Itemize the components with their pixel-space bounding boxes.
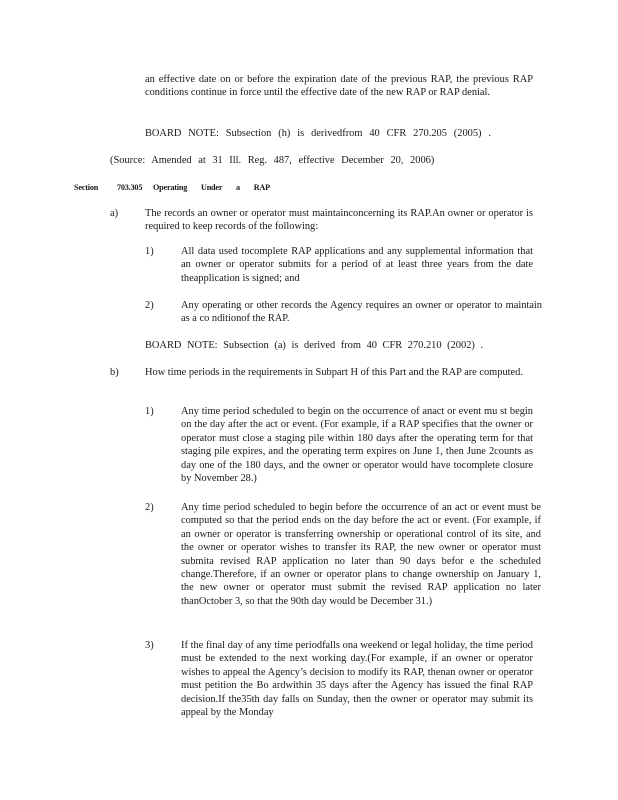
- subsection-b-item-3-label: 3): [145, 640, 154, 651]
- subsection-b-item-1-text: Any time period scheduled to begin on the occurrence of anact or event mu st begin on the day after the act or event. (For example, if a RAP specifies that the owner or operator must close a staging pile within 180 days after the operating term for that staging pile expires, and the operating term expires on June 1, then June 2counts as day one of the 180 days, and the owner or operator would have tocomplete closure by November 28.): [181, 406, 533, 485]
- subsection-a-label: a): [110, 208, 119, 219]
- section-heading: [74, 181, 334, 194]
- section-label: Section: [74, 183, 99, 192]
- subsection-b-item-3-text: If the final day of any time periodfalls ona weekend or legal holiday, the time period must be extended to the next working day.(For example, if an owner or operator wishes to appeal the Agency’s decision to modify its RAP, thenan owner or operator must petition the Bo ardwithin 35 days after the Agency has issued the final RAP decision.If the35th day falls on Sunday, then the owner or operator may submit its appeal by the Monday: [181, 640, 533, 719]
- subsection-b-item-1-label: 1): [145, 406, 154, 417]
- section-title: Operating Under a RAP: [153, 183, 270, 192]
- subsection-a-item-2-text: Any operating or other records the Agency requires an owner or operator to maintain as a co nditionof the RAP.: [181, 300, 542, 325]
- subsection-a-item-1-text: All data used tocomplete RAP applications and any supplemental information that an owner or operator submits for a period of at least three years from the date theapplication is signed; and: [181, 246, 533, 284]
- subsection-b-item-2-label: 2): [145, 502, 154, 513]
- subsection-b-label: b): [110, 367, 119, 378]
- subsection-a-item-2-label: 2): [145, 300, 154, 311]
- source-note: (Source: Amended at 31 Ill. Reg. 487, effective December 20, 2006): [110, 155, 435, 166]
- continuation-paragraph: an effective date on or before the expiration date of the previous RAP, the previous RAP conditions continue in force until the effective date of the new RAP or RAP denial.: [145, 74, 533, 99]
- subsection-b-text: How time periods in the requirements in Subpart H of this Part and the RAP are computed.: [145, 367, 523, 378]
- section-number: 703.305: [117, 183, 143, 192]
- board-note-a: BOARD NOTE: Subsection (a) is derived from 40 CFR 270.210 (2002) .: [145, 340, 484, 351]
- board-note-h: BOARD NOTE: Subsection (h) is derivedfrom 40 CFR 270.205 (2005) .: [145, 128, 491, 139]
- subsection-a-item-1-label: 1): [145, 246, 154, 257]
- subsection-b-item-2-text: Any time period scheduled to begin before the occurrence of an act or event must be computed so that the period ends on the day before the act or event. (For example, if an owner or operator is transferring ownership or operational control of its site, and the owner or operator wishes to transfer its RAP, the new owner or operator must submita revised RAP application no later than 90 days befor e the scheduled change.Therefore, if an owner or operator plans to change ownership on January 1, the new owner or operator must submit the revised RAP application no later thanOctober 3, so that the 90th day would be December 31.): [181, 502, 541, 607]
- subsection-a-text: The records an owner or operator must maintainconcerning its RAP.An owner or operator is required to keep records of the following:: [145, 208, 533, 233]
